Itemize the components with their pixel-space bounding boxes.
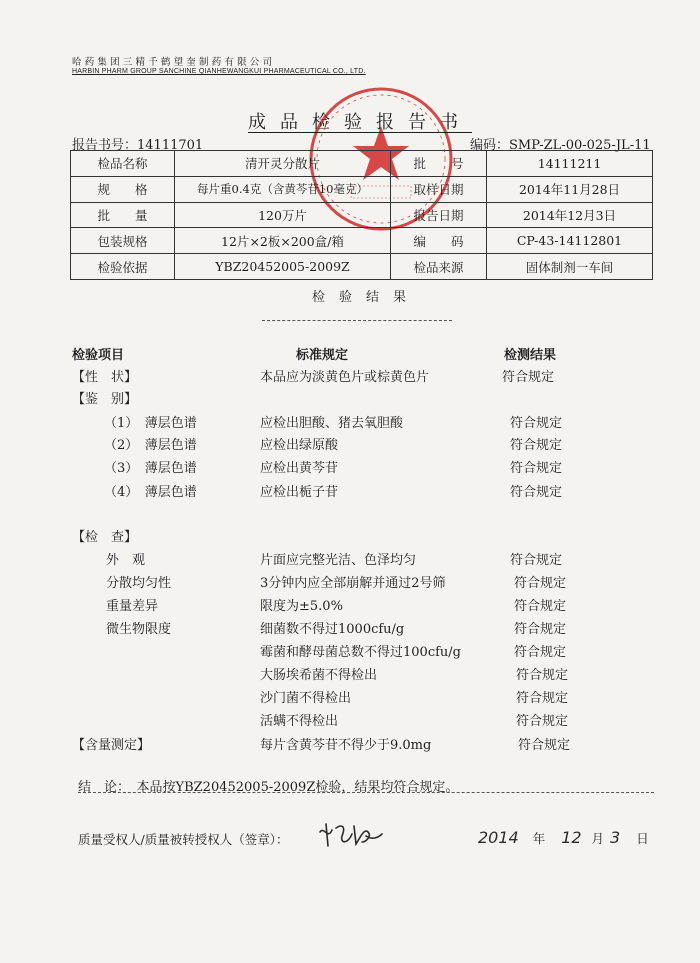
- result-item: 【鉴 别】: [72, 392, 138, 407]
- table-row: [71, 151, 653, 177]
- result-value: 符合规定: [510, 553, 563, 568]
- result-standard: 应检出栀子苷: [260, 485, 339, 500]
- result-standard: 应检出黄芩苷: [260, 461, 339, 476]
- document-code: 编码：SMP-ZL-00-025-JL-11: [470, 138, 651, 153]
- conclusion-underline: [78, 792, 654, 793]
- field-value: YBZ20452005-2009Z: [175, 254, 391, 280]
- document-title: 成品检验报告书: [248, 112, 472, 133]
- result-item: （2） 薄层色谱: [104, 438, 197, 453]
- result-value: 符合规定: [514, 622, 567, 637]
- company-name-en: HARBIN PHARM GROUP SANCHINE QIANHEWANGKUI PHARMACEUTICAL CO., LTD.: [72, 68, 366, 75]
- date-year-unit: 年: [532, 831, 546, 846]
- signing-date: [478, 828, 649, 847]
- result-item: 【性 状】: [72, 370, 138, 385]
- result-standard: 细菌数不得过1000cfu/g: [260, 622, 405, 637]
- result-item: 重量差异: [106, 599, 159, 614]
- result-value: 符合规定: [514, 576, 567, 591]
- result-item: （3） 薄层色谱: [104, 461, 197, 476]
- result-value: 符合规定: [510, 416, 563, 431]
- result-item: 【检 查】: [72, 530, 138, 545]
- result-standard: 3分钟内应全部崩解并通过2号筛: [260, 576, 446, 591]
- result-item: （4） 薄层色谱: [104, 485, 197, 500]
- field-value: 120万片: [175, 202, 391, 228]
- handwritten-signature: [316, 818, 386, 852]
- table-row: [71, 202, 653, 228]
- company-name-cn: 哈药集团三精千鹤望奎制药有限公司: [72, 57, 276, 68]
- date-day-unit: 日: [636, 831, 649, 846]
- field-label: 编 码: [391, 228, 487, 254]
- result-item: （1） 薄层色谱: [104, 416, 197, 431]
- result-value: 符合规定: [502, 370, 555, 385]
- result-standard: 沙门菌不得检出: [260, 691, 352, 706]
- date-month: 12: [561, 828, 582, 847]
- results-section-title: 检验结果: [312, 290, 421, 305]
- field-value: 2014年12月3日: [487, 202, 653, 228]
- result-standard: 本品应为淡黄色片或棕黄色片: [260, 370, 430, 385]
- field-label: 包装规格: [71, 228, 175, 254]
- result-standard: 应检出绿原酸: [260, 438, 339, 453]
- field-label: 取样日期: [391, 176, 487, 202]
- result-value: 符合规定: [516, 668, 569, 683]
- signature-label: 质量受权人/质量被转授权人（签章）：: [78, 832, 289, 847]
- conclusion-text: 结 论： 本品按YBZ20452005-2009Z检验，结果均符合规定。: [78, 780, 459, 795]
- date-month-unit: 月: [591, 831, 605, 846]
- result-standard: 活螨不得检出: [260, 714, 339, 729]
- column-header-standard: 标准规定: [296, 348, 349, 363]
- result-value: 符合规定: [514, 645, 567, 660]
- result-value: 符合规定: [510, 461, 563, 476]
- result-value: 符合规定: [516, 691, 569, 706]
- date-year: 2014: [478, 828, 519, 847]
- field-label: 批 号: [391, 151, 487, 177]
- result-value: 符合规定: [510, 485, 563, 500]
- result-value: 符合规定: [518, 738, 571, 753]
- result-value: 符合规定: [516, 714, 569, 729]
- result-standard: 片面应完整光洁、色泽均匀: [260, 553, 417, 568]
- result-value: 符合规定: [510, 438, 563, 453]
- date-day: 3: [610, 828, 621, 847]
- table-row: [71, 254, 653, 280]
- field-value: 14111211: [487, 151, 653, 177]
- field-value: 12片×2板×200盒/箱: [175, 228, 391, 254]
- report-number: 报告书号：14111701: [72, 138, 204, 153]
- dotted-divider: [262, 320, 452, 321]
- result-standard: 大肠埃希菌不得检出: [260, 668, 378, 683]
- field-label: 规 格: [71, 176, 175, 202]
- table-row: [71, 228, 653, 254]
- field-value: 每片重0.4克（含黄芩苷10毫克）: [175, 176, 391, 202]
- field-value: 清开灵分散片: [175, 151, 391, 177]
- result-item: 【含量测定】: [72, 738, 151, 753]
- field-label: 批 量: [71, 202, 175, 228]
- result-value: 符合规定: [514, 599, 567, 614]
- product-info-table: [70, 150, 653, 280]
- result-standard: 每片含黄芩苷不得少于9.0mg: [260, 738, 432, 753]
- column-header-item: 检验项目: [72, 348, 125, 363]
- result-standard: 应检出胆酸、猪去氧胆酸: [260, 416, 404, 431]
- result-standard: 限度为±5.0%: [260, 599, 343, 614]
- field-label: 报告日期: [391, 202, 487, 228]
- field-label: 检验依据: [71, 254, 175, 280]
- table-row: [71, 176, 653, 202]
- field-value: 2014年11月28日: [487, 176, 653, 202]
- result-item: 分散均匀性: [106, 576, 172, 591]
- field-value: 固体制剂一车间: [487, 254, 653, 280]
- result-standard: 霉菌和酵母菌总数不得过100cfu/g: [260, 645, 461, 660]
- result-item: 微生物限度: [106, 622, 172, 637]
- field-value: CP-43-14112801: [487, 228, 653, 254]
- result-item: 外 观: [106, 553, 146, 568]
- field-label: 检品名称: [71, 151, 175, 177]
- field-label: 检品来源: [391, 254, 487, 280]
- column-header-result: 检测结果: [504, 348, 557, 363]
